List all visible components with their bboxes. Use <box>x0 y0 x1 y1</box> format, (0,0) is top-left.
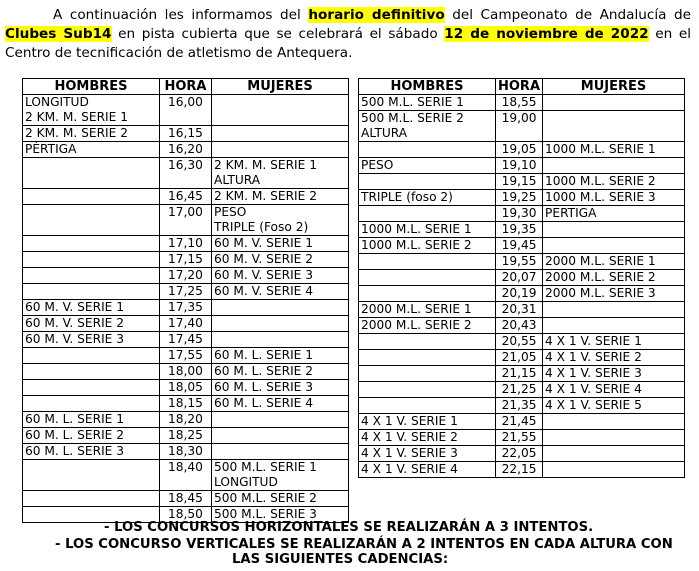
men-event-cell: 60 M. V. SERIE 3 <box>23 332 160 348</box>
men-event-cell <box>23 205 160 236</box>
women-event-cell: PERTIGA <box>543 206 685 222</box>
men-event-cell: 2000 M.L. SERIE 2 <box>359 318 496 334</box>
schedule-row <box>23 444 349 460</box>
schedule-row <box>359 254 685 270</box>
women-event-cell <box>212 412 349 428</box>
time-cell: 16,15 <box>160 126 212 142</box>
time-cell: 20,55 <box>496 334 543 350</box>
men-event-cell: 60 M. L. SERIE 3 <box>23 444 160 460</box>
schedule-row <box>359 158 685 174</box>
time-cell: 18,40 <box>160 460 212 491</box>
header-time: HORA <box>496 79 543 95</box>
women-event-cell <box>543 302 685 318</box>
time-cell: 17,25 <box>160 284 212 300</box>
men-event-cell <box>359 270 496 286</box>
schedule-row <box>359 270 685 286</box>
intro-text-2: del Campeonato de Andalucía de <box>444 7 692 23</box>
time-cell: 19,45 <box>496 238 543 254</box>
intro-text-1: A continuación les informamos del <box>53 7 309 23</box>
time-cell: 18,45 <box>160 491 212 507</box>
time-cell: 17,35 <box>160 300 212 316</box>
men-event-cell <box>359 286 496 302</box>
women-event-cell <box>212 300 349 316</box>
men-event-cell <box>359 350 496 366</box>
women-event-cell: 2000 M.L. SERIE 3 <box>543 286 685 302</box>
women-event-cell <box>543 95 685 111</box>
men-event-cell: 2000 M.L. SERIE 1 <box>359 302 496 318</box>
men-event-cell: PÉRTIGA <box>23 142 160 158</box>
women-event-cell: 1000 M.L. SERIE 2 <box>543 174 685 190</box>
note-horizontal: - LOS CONCURSOS HORIZONTALES SE REALIZARÁN A 3 INTENTOS. <box>104 520 594 535</box>
women-event-cell: 2000 M.L. SERIE 2 <box>543 270 685 286</box>
men-event-cell <box>23 348 160 364</box>
women-event-cell: PESO TRIPLE (Foso 2) <box>212 205 349 236</box>
schedule-row <box>23 252 349 268</box>
women-event-cell: 60 M. V. SERIE 1 <box>212 236 349 252</box>
women-event-cell <box>543 446 685 462</box>
time-cell: 18,05 <box>160 380 212 396</box>
women-event-cell: 60 M. L. SERIE 4 <box>212 396 349 412</box>
men-event-cell <box>23 491 160 507</box>
women-event-cell: 2 KM. M. SERIE 1 ALTURA <box>212 158 349 189</box>
schedule-row <box>359 446 685 462</box>
women-event-cell: 2000 M.L. SERIE 1 <box>543 254 685 270</box>
men-event-cell <box>359 382 496 398</box>
men-event-cell: 4 X 1 V. SERIE 4 <box>359 462 496 478</box>
schedule-row <box>23 380 349 396</box>
header-time: HORA <box>160 79 212 95</box>
schedule-row <box>23 491 349 507</box>
schedule-row <box>23 428 349 444</box>
schedule-row <box>359 286 685 302</box>
time-cell: 19,30 <box>496 206 543 222</box>
women-event-cell: 500 M.L. SERIE 2 <box>212 491 349 507</box>
time-cell: 17,45 <box>160 332 212 348</box>
women-event-cell <box>543 222 685 238</box>
men-event-cell: 60 M. L. SERIE 1 <box>23 412 160 428</box>
women-event-cell: 4 X 1 V. SERIE 2 <box>543 350 685 366</box>
time-cell: 18,15 <box>160 396 212 412</box>
women-event-cell <box>543 158 685 174</box>
women-event-cell: 4 X 1 V. SERIE 4 <box>543 382 685 398</box>
time-cell: 19,55 <box>496 254 543 270</box>
schedule-row <box>23 396 349 412</box>
schedule-row <box>359 111 685 142</box>
time-cell: 16,45 <box>160 189 212 205</box>
time-cell: 21,35 <box>496 398 543 414</box>
women-event-cell <box>212 428 349 444</box>
highlight-schedule: horario definitivo <box>308 7 445 23</box>
time-cell: 18,30 <box>160 444 212 460</box>
time-cell: 18,20 <box>160 412 212 428</box>
women-event-cell <box>543 318 685 334</box>
schedule-row <box>23 460 349 491</box>
women-event-cell: 2 KM. M. SERIE 2 <box>212 189 349 205</box>
men-event-cell: 60 M. V. SERIE 2 <box>23 316 160 332</box>
schedule-row <box>359 206 685 222</box>
schedule-row <box>23 332 349 348</box>
schedule-row <box>359 350 685 366</box>
time-cell: 18,50 <box>160 507 212 523</box>
time-cell: 16,20 <box>160 142 212 158</box>
women-event-cell: 4 X 1 V. SERIE 5 <box>543 398 685 414</box>
schedule-row <box>23 126 349 142</box>
schedule-table-left <box>22 78 349 523</box>
time-cell: 21,45 <box>496 414 543 430</box>
time-cell: 17,40 <box>160 316 212 332</box>
time-cell: 19,00 <box>496 111 543 142</box>
time-cell: 19,35 <box>496 222 543 238</box>
time-cell: 18,00 <box>160 364 212 380</box>
time-cell: 20,31 <box>496 302 543 318</box>
schedule-row <box>359 462 685 478</box>
schedule-row <box>359 398 685 414</box>
women-event-cell: 60 M. V. SERIE 4 <box>212 284 349 300</box>
time-cell: 18,55 <box>496 95 543 111</box>
schedule-row <box>23 158 349 189</box>
men-event-cell: TRIPLE (foso 2) <box>359 190 496 206</box>
time-cell: 19,10 <box>496 158 543 174</box>
men-event-cell <box>23 268 160 284</box>
time-cell: 19,25 <box>496 190 543 206</box>
women-event-cell: 500 M.L. SERIE 1 LONGITUD <box>212 460 349 491</box>
men-event-cell: 500 M.L. SERIE 2 ALTURA <box>359 111 496 142</box>
women-event-cell <box>212 142 349 158</box>
header-women: MUJERES <box>543 79 685 95</box>
men-event-cell <box>23 460 160 491</box>
note-vertical-cont: LAS SIGUIENTES CADENCIAS: <box>232 552 449 567</box>
header-men: HOMBRES <box>359 79 496 95</box>
men-event-cell: PESO <box>359 158 496 174</box>
schedule-row <box>23 268 349 284</box>
schedule-row <box>359 238 685 254</box>
men-event-cell <box>23 189 160 205</box>
women-event-cell <box>543 462 685 478</box>
men-event-cell <box>359 254 496 270</box>
schedule-row <box>23 364 349 380</box>
men-event-cell: 4 X 1 V. SERIE 2 <box>359 430 496 446</box>
schedule-row <box>23 316 349 332</box>
men-event-cell <box>23 284 160 300</box>
schedule-row <box>23 205 349 236</box>
time-cell: 17,20 <box>160 268 212 284</box>
women-event-cell <box>212 316 349 332</box>
schedule-row <box>359 318 685 334</box>
schedule-row <box>359 430 685 446</box>
women-event-cell <box>543 238 685 254</box>
time-cell: 17,00 <box>160 205 212 236</box>
schedule-row <box>23 412 349 428</box>
women-event-cell: 1000 M.L. SERIE 3 <box>543 190 685 206</box>
women-event-cell: 60 M. L. SERIE 2 <box>212 364 349 380</box>
men-event-cell: 2 KM. M. SERIE 2 <box>23 126 160 142</box>
schedule-row <box>359 95 685 111</box>
time-cell: 18,25 <box>160 428 212 444</box>
time-cell: 19,05 <box>496 142 543 158</box>
men-event-cell <box>359 174 496 190</box>
time-cell: 21,25 <box>496 382 543 398</box>
time-cell: 21,55 <box>496 430 543 446</box>
schedule-row <box>359 142 685 158</box>
time-cell: 22,05 <box>496 446 543 462</box>
men-event-cell <box>359 398 496 414</box>
highlight-date: 12 de noviembre de 2022 <box>444 26 649 42</box>
schedule-row <box>359 414 685 430</box>
women-event-cell <box>212 126 349 142</box>
schedule-row <box>359 334 685 350</box>
men-event-cell <box>23 396 160 412</box>
women-event-cell <box>212 444 349 460</box>
header-row <box>359 79 685 95</box>
header-row <box>23 79 349 95</box>
schedule-row <box>23 348 349 364</box>
schedule-table-right <box>358 78 685 478</box>
time-cell: 20,19 <box>496 286 543 302</box>
men-event-cell <box>23 252 160 268</box>
schedule-row <box>23 189 349 205</box>
women-event-cell: 60 M. L. SERIE 3 <box>212 380 349 396</box>
time-cell: 17,15 <box>160 252 212 268</box>
men-event-cell <box>23 236 160 252</box>
women-event-cell: 60 M. V. SERIE 2 <box>212 252 349 268</box>
women-event-cell: 1000 M.L. SERIE 1 <box>543 142 685 158</box>
time-cell: 20,07 <box>496 270 543 286</box>
schedule-row <box>359 222 685 238</box>
men-event-cell <box>23 380 160 396</box>
header-women: MUJERES <box>212 79 349 95</box>
schedule-row <box>359 302 685 318</box>
men-event-cell <box>359 366 496 382</box>
schedule-row <box>359 382 685 398</box>
men-event-cell <box>359 206 496 222</box>
highlight-category: Clubes Sub14 <box>5 26 112 42</box>
women-event-cell: 4 X 1 V. SERIE 1 <box>543 334 685 350</box>
schedule-row <box>359 366 685 382</box>
women-event-cell: 60 M. V. SERIE 3 <box>212 268 349 284</box>
men-event-cell: 4 X 1 V. SERIE 1 <box>359 414 496 430</box>
time-cell: 21,15 <box>496 366 543 382</box>
men-event-cell <box>359 142 496 158</box>
men-event-cell: 1000 M.L. SERIE 2 <box>359 238 496 254</box>
intro-paragraph <box>5 6 691 63</box>
header-men: HOMBRES <box>23 79 160 95</box>
men-event-cell: 60 M. V. SERIE 1 <box>23 300 160 316</box>
men-event-cell: LONGITUD 2 KM. M. SERIE 1 <box>23 95 160 126</box>
time-cell: 20,43 <box>496 318 543 334</box>
men-event-cell: 500 M.L. SERIE 1 <box>359 95 496 111</box>
time-cell: 16,30 <box>160 158 212 189</box>
schedule-row <box>23 236 349 252</box>
men-event-cell <box>359 334 496 350</box>
time-cell: 21,05 <box>496 350 543 366</box>
men-event-cell: 60 M. L. SERIE 2 <box>23 428 160 444</box>
intro-text-4: en el Centro de tecnificación de atletismo de Antequera. <box>5 26 691 61</box>
time-cell: 19,15 <box>496 174 543 190</box>
men-event-cell <box>23 364 160 380</box>
women-event-cell <box>212 332 349 348</box>
time-cell: 17,10 <box>160 236 212 252</box>
schedule-row <box>23 300 349 316</box>
time-cell: 22,15 <box>496 462 543 478</box>
schedule-row <box>23 95 349 126</box>
intro-text-3: en pista cubierta que se celebrará el sábado <box>111 26 445 42</box>
men-event-cell: 4 X 1 V. SERIE 3 <box>359 446 496 462</box>
women-event-cell: 60 M. L. SERIE 1 <box>212 348 349 364</box>
women-event-cell <box>543 430 685 446</box>
note-vertical: - LOS CONCURSO VERTICALES SE REALIZARÁN A 2 INTENTOS EN CADA ALTURA CON <box>55 537 673 552</box>
women-event-cell <box>543 414 685 430</box>
men-event-cell: 1000 M.L. SERIE 1 <box>359 222 496 238</box>
women-event-cell <box>212 95 349 126</box>
men-event-cell <box>23 158 160 189</box>
women-event-cell: 4 X 1 V. SERIE 3 <box>543 366 685 382</box>
women-event-cell <box>543 111 685 142</box>
time-cell: 16,00 <box>160 95 212 126</box>
schedule-row <box>359 174 685 190</box>
women-event-cell: 500 M.L. SERIE 3 <box>212 507 349 523</box>
time-cell: 17,55 <box>160 348 212 364</box>
schedule-row <box>23 142 349 158</box>
schedule-row <box>23 284 349 300</box>
schedule-row <box>359 190 685 206</box>
